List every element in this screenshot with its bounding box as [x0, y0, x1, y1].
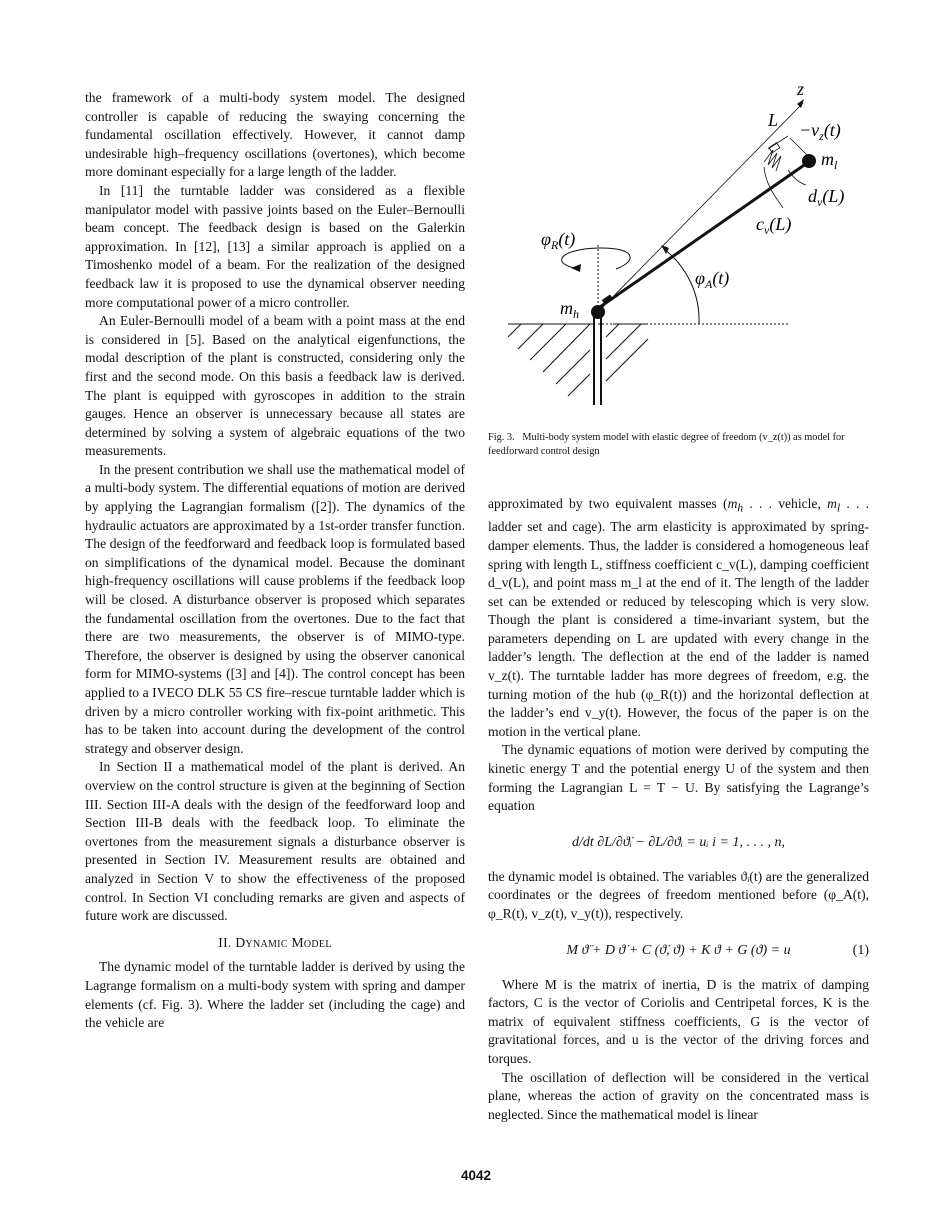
figure-caption	[488, 431, 869, 459]
section-number: II.	[218, 934, 232, 950]
post	[594, 315, 601, 405]
phiR-arc	[562, 248, 631, 269]
page-number: 4042	[460, 1168, 492, 1183]
phiR-arrow	[571, 264, 581, 272]
dv-leader	[788, 170, 806, 185]
paragraph: the dynamic model is obtained. The variables ϑᵢ(t) are the generalized coordinates or the degrees of freedom mentioned before (φ_A(t), φ_R(t), v_z(t), v_y(t)), respectively.	[488, 868, 869, 921]
paragraph: The dynamic equations of motion were derived by computing the kinetic energy T and the potential energy U of the system and then forming the Lagrangian L = T − U. By satisfying the Lagrange’s equation	[488, 742, 869, 814]
label-phiR: $\varphi_R(t)$	[541, 229, 576, 252]
hub-mass	[591, 305, 605, 319]
right-column	[488, 495, 869, 1124]
paragraph: The oscillation of deflection will be considered in the vertical plane, whereas the action of gravity on the concentrated mass is neglected. Since the mathematical model is linear	[488, 1069, 869, 1122]
label-L: L	[768, 110, 779, 130]
label-mh: $m_h$	[560, 298, 579, 321]
label-dv: $d_v(L)$	[808, 186, 845, 209]
caption-label: Fig. 3.	[488, 432, 515, 443]
paragraph: An Euler-Bernoulli model of a beam with a point mass at the end is considered in [5]. Based on the analytical eigenfunctions, the modal description of the plant is constructed, considering only the first and the second mode. On this basis a feedback law is derived. The plant is equipped with gyroscopes in addition to the strain gauges. Hence an observer is unnecessary because all states are determined by solving a system of algebraic equations of the two measurements.	[85, 313, 465, 459]
left-column	[85, 89, 465, 1033]
paragraph: approximated by two equivalent masses ($m_h$ . . . vehicle, $m_l$ . . . ladder set and cage). The arm elasticity is approximated by spring-damper elements. Thus, the ladder is considered a homogeneous leaf spring with length L, stiffness coefficient c_v(L), damping coefficient d_v(L), and point mass m_l at the end of it. The length of the ladder set can be extended or reduced by telescoping which is very slow. Though the plant is considered a time-invariant system, but the parameters depending on L are updated with every change in the ladder’s length. The deflection at the end of the ladder is named v_z(t). The turntable ladder has more degrees of freedom, e.g. the turning motion of the hub (φ_R(t)) and the horizontal deflection at the ladder’s end v_y(t). However, the focus of the paper is on the motion in the vertical plane.	[488, 496, 870, 739]
label-phiA: $\varphi_A(t)$	[695, 268, 730, 291]
label-vz: $-v_z(t)$	[799, 120, 841, 143]
paragraph: In [11] the turntable ladder was considered as a flexible manipulator model with passive joints based on the Euler–Bernoulli beam concept. The feedback design is based on the Galerkin approximation. In [12], [13] a similar approach is applied on a Timoshenko model of a beam. For the realization of the designed feedback law it is proposed to use the dynamical observer needing more computational power of a micro controller.	[85, 182, 465, 310]
section-heading	[85, 934, 465, 953]
multibody-figure	[488, 75, 869, 425]
ground-hatch	[508, 324, 648, 396]
paragraph: The dynamic model of the turntable ladder is derived by using the Lagrange formalism on a multi-body system with spring and damper elements (cf. Fig. 3). Where the ladder set (including the cage) and the vehicle are	[85, 959, 465, 1031]
equation-text: M ϑ̈ + D ϑ̇ + C (ϑ̇, ϑ) + K ϑ + G (ϑ) = u	[566, 942, 791, 958]
paragraph: In Section II a mathematical model of the plant is derived. An overview on the control structure is given at the beginning of Section III. Section III-A deals with the design of the feedforward loop and Section III-B deals with the feedback loop. To eliminate the overtones from the measurement signals a disturbance observer is presented in Section IV. Measurement results are obtained and analyzed in Section V to show the effectiveness of the proposed control. In Section VI concluding remarks are given and aspects of future work are discussed.	[85, 759, 465, 924]
paragraph: the framework of a multi-body system model. The designed controller is capable of reducing the swaying concerning the fundamental oscillation effectively. However, it cannot damp undesirable high–frequency oscillations (overtones), which become more dominant especially for a large length of the ladder.	[85, 90, 465, 180]
label-ml: $m_l$	[821, 149, 838, 172]
label-cv: $c_v(L)$	[756, 214, 792, 237]
equation-number: (1)	[852, 942, 869, 958]
section-title: Dynamic Model	[235, 934, 332, 950]
equation-1	[488, 932, 869, 972]
paragraph: In the present contribution we shall use the mathematical model of a multi-body system. The differential equations of motion are derived by applying the Lagrangian formalism ([2]). The dynamics of the hydraulic actuators are approximated by a 1st-order transfer function. The design of the feedforward and feedback loop is formulated based on simplifications of the dynamical model. Because the dominant high-frequency oscillations will cause problems if the feedback loop will be closed. A disturbance observer is proposed which separates the fundamental oscillation from the overtones. Due to the fact that there are two measurements, the observer is of MIMO-type. Therefore, the observer is designed by using the observer canonical form for MIMO-systems ([3] and [4]). The control concept has been applied to a IVECO DLK 55 CS fire–rescue turntable ladder which is driven by a micro controller working with fix-point arithmetic. This has to be taken into account during the development of the control strategy and observer design.	[85, 461, 465, 756]
lagrange-equation	[488, 824, 869, 864]
paragraph: Where M is the matrix of inertia, D is the matrix of damping factors, C is the vector of Coriolis and Centripetal forces, K is the matrix of equivalent stiffness coefficients, G is the vector of gravitational forces, and u is the vector of the driving forces and torques.	[488, 976, 869, 1066]
caption-text: Multi-body system model with elastic degree of freedom (v_z(t)) as model for feedforward control design	[488, 432, 845, 457]
label-z: z	[797, 79, 805, 99]
end-mass	[802, 154, 816, 168]
equation-text: d/dt ∂L/∂ϑ̇ᵢ − ∂L/∂ϑᵢ = uᵢ i = 1, . . . , n,	[572, 834, 785, 850]
